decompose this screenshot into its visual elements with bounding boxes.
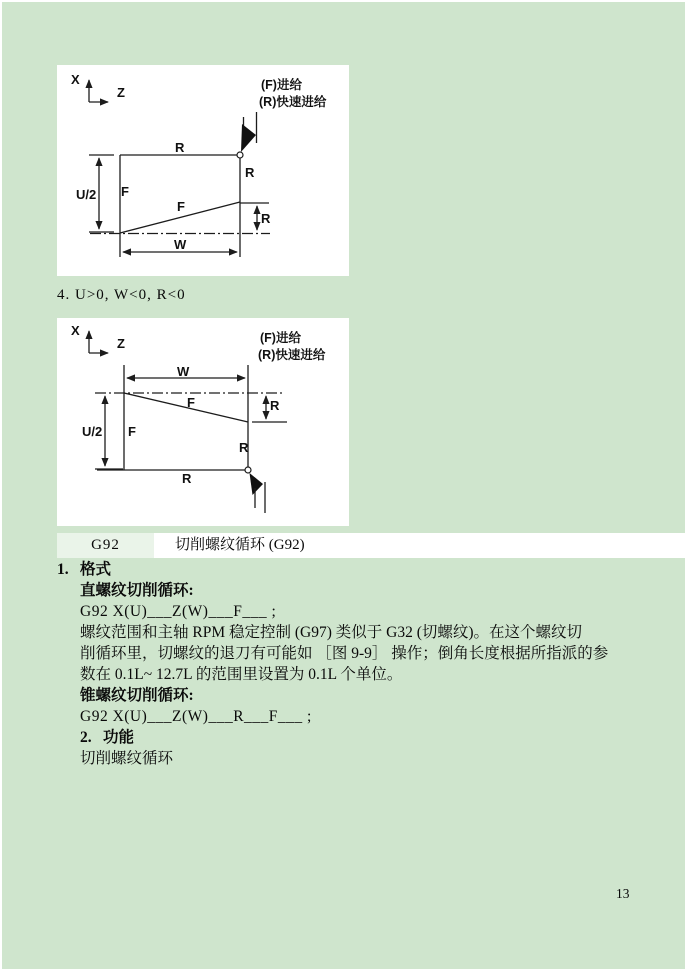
w-label: W xyxy=(177,364,190,379)
item-1-title: 格式 xyxy=(80,561,112,578)
paragraph-line-1: 螺纹范围和主轴 RPM 稳定控制 (G97) 类似于 G32 (切螺纹)。在这个螺纹切 xyxy=(80,624,583,641)
item-2-body: 切削螺纹循环 xyxy=(80,750,174,767)
legend-rapid: (R)快速进给 xyxy=(259,95,327,109)
axis-z-label: Z xyxy=(117,336,125,351)
diagram2-svg xyxy=(57,318,349,526)
legend-rapid: (R)快速进给 xyxy=(258,348,326,362)
case-caption: 4. U>0, W<0, R<0 xyxy=(57,287,186,303)
paragraph-line-2: 削循环里，切螺纹的退刀有可能如 ［图 9-9］ 操作；倒角长度根据所指派的参 xyxy=(80,645,609,662)
tool-icon xyxy=(250,473,266,513)
diagram-thread-cycle-2 xyxy=(57,318,349,526)
taper-thread-code: G92 X(U)___Z(W)___R___F___ ; xyxy=(80,708,312,725)
page-number: 13 xyxy=(616,886,630,901)
gcode-badge: G92 xyxy=(57,533,154,558)
f-diag-label: F xyxy=(177,199,185,214)
r-bottom-label: R xyxy=(182,471,192,486)
section-title: 切削螺纹循环 (G92) xyxy=(154,533,687,558)
start-point xyxy=(245,467,251,473)
item-1-heading xyxy=(57,559,657,580)
u2-label: U/2 xyxy=(82,424,103,439)
item-2-number: 2. xyxy=(80,729,92,746)
taper-thread-label: 锥螺纹切削循环: xyxy=(80,687,194,704)
u2-label: U/2 xyxy=(76,187,97,202)
item-2-title: 功能 xyxy=(103,729,135,746)
axes-icon xyxy=(71,72,125,102)
f-left-label: F xyxy=(121,184,129,199)
item-2-heading xyxy=(80,727,657,748)
item-1-number: 1. xyxy=(57,561,69,578)
r-dim-label: R xyxy=(270,398,280,413)
straight-thread-code: G92 X(U)___Z(W)___F___ ; xyxy=(80,603,277,620)
w-label: W xyxy=(174,237,187,252)
section-header-bar xyxy=(57,533,687,558)
axes-icon xyxy=(71,323,125,353)
r-top-label: R xyxy=(175,140,185,155)
section-body xyxy=(57,559,657,769)
f-left-label: F xyxy=(128,424,136,439)
axis-z-label: Z xyxy=(117,85,125,100)
r-upper-label: R xyxy=(245,165,255,180)
f-diag-label: F xyxy=(187,395,195,410)
legend-feed: (F)进给 xyxy=(260,331,301,345)
straight-thread-label: 直螺纹切削循环: xyxy=(80,582,194,599)
axis-x-label: X xyxy=(71,323,80,338)
diagram1-svg xyxy=(57,65,349,276)
r-inner-label: R xyxy=(239,440,249,455)
diagram-thread-cycle-1 xyxy=(57,65,349,276)
tool-icon xyxy=(241,112,257,152)
paragraph-line-3: 数在 0.1L~ 12.7L 的范围里设置为 0.1L 个单位。 xyxy=(80,666,403,683)
start-point xyxy=(237,152,243,158)
axis-x-label: X xyxy=(71,72,80,87)
r-dim-label: R xyxy=(261,211,271,226)
legend-feed: (F)进给 xyxy=(261,78,302,92)
feed-diagonal-line xyxy=(124,393,248,422)
